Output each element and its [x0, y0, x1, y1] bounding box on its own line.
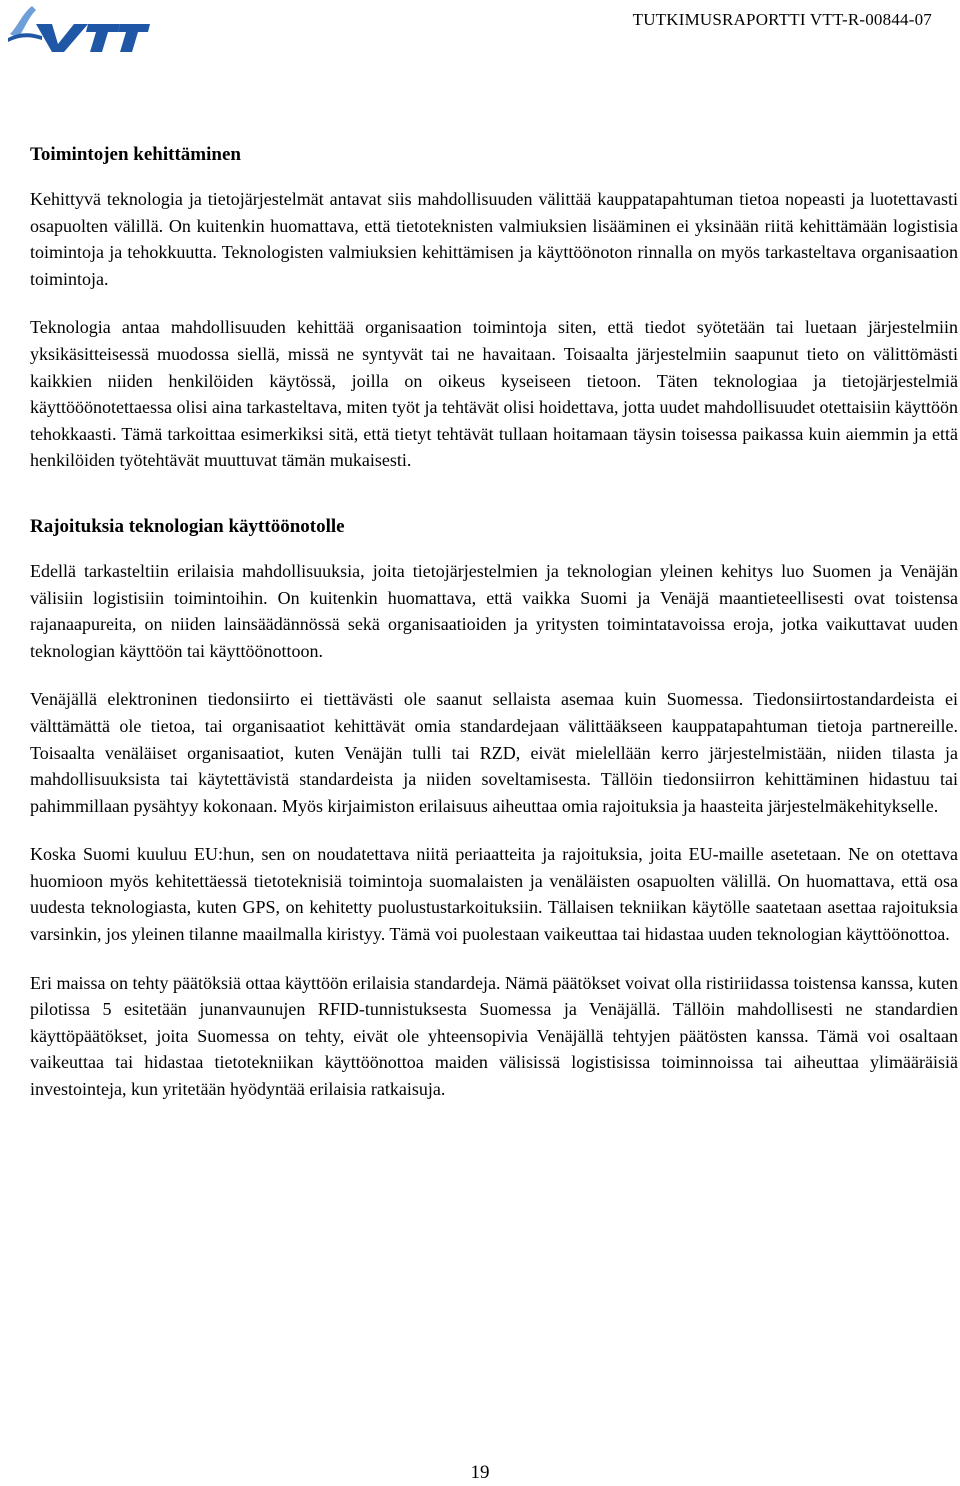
paragraph: Koska Suomi kuuluu EU:hun, sen on noudatettava niitä periaatteita ja rajoituksia, joita EU-maille asetetaan. Ne on otettava huomioon myös kehitettäessä tietoteknisiä toimintoja suomalaisten ja venäläisten osapuolten välillä. On huomattava, että osa uudesta teknologiasta, kuten GPS, on kehitetty puolustustarkoituksiin. Tällaisen tekniikan käytölle saatetaan asettaa rajoituksia varsinkin, jos yleinen tilanne maailmalla kiristyy. Tämä voi puolestaan vaikeuttaa tai hidastaa uuden teknologian käyttöönottoa.: [30, 844, 958, 945]
paragraph: Teknologia antaa mahdollisuuden kehittää organisaation toimintoja siten, että tiedot syötetään tai luetaan järjestelmiin yksikäsitteisessä muodossa siellä, missä ne syntyvät tai ne havaitaan. Toisaalta järjestelmiin saapunut tieto on välittömästi kaikkien niiden henkilöiden käytössä, joilla on oikeus kyseiseen tietoon. Täten teknologiaa ja tietojärjestelmiä käyttööönotettaessa olisi aina tarkasteltava, miten työt ja tehtävät olisi hoidettava, jotta uudet mahdollisuudet otettaisiin käyttöön tehokkaasti. Tämä tarkoittaa esimerkiksi sitä, että tietyt tehtävät tullaan hoitamaan täysin toisessa paikassa kuin aiemmin ja että henkilöiden työtehtävät muuttuvat tämän mukaisesti.: [30, 317, 958, 471]
page-content: [30, 140, 958, 1125]
vtt-logo: [8, 4, 150, 54]
logo-t1: [86, 24, 120, 52]
paragraph: Venäjällä elektroninen tiedonsiirto ei tiettävästi ole saanut sellaista asemaa kuin Suomessa. Tiedonsiirtostandardeista ei välttämättä ole tietoa, tai organisaatiot kehittävät omia standardejaan välittääkseen kauppatapahtuman tietoja partnereille. Toisaalta venäläiset organisaatiot, kuten Venäjän tulli tai RZD, eivät mielellään kerro järjestelmistään, niiden tilasta ja mahdollisuuksista tai käytettävistä standardeista ja niiden soveltamisesta. Tällöin tiedonsiirron kehittäminen hidastuu tai pahimmillaan pysähtyy kokonaan. Myös kirjaimiston erilaisuus aiheuttaa omia rajoituksia ja haasteita järjestelmäkehitykselle.: [30, 689, 958, 816]
paragraph: Eri maissa on tehty päätöksiä ottaa käyttöön erilaisia standardeja. Nämä päätökset voivat olla ristiriidassa toistensa kanssa, kuten pilotissa 5 esitetään junanvaunujen RFID-tunnistuksesta Suomessa ja Venäjällä. Tällöin mahdollisesti ne standardien käyttöpäätökset, joita Suomessa on tehty, eivät ole yhteensopivia Venäjällä tehtyjen päätösten kanssa. Tämä voi osaltaan vaikeuttaa tai hidastaa tietotekniikan käyttöönottoa maiden välisissä logistisissa toiminnoissa tai aiheuttaa ylimääräisiä investointeja, kun yritetään hyödyntää erilaisia ratkaisuja.: [30, 972, 958, 1100]
report-id: TUTKIMUSRAPORTTI VTT-R-00844-07: [632, 10, 932, 29]
paragraph: Kehittyvä teknologia ja tietojärjestelmät antavat siis mahdollisuuden välittää kauppatapahtuman tietoa nopeasti ja luotettavasti osapuolten välillä. On kuitenkin huomattava, että tietoteknisten valmiuksien lisääminen ei yksinään riitä kehittämään logistisia toimintoja ja tehokkuutta. Teknologisten valmiuksien kehittämisen ja käyttöönoton rinnalla on myös tarkasteltava organisaation toimintoja.: [30, 189, 958, 289]
section-heading: Rajoituksia teknologian käyttöönotolle: [30, 515, 345, 537]
logo-swoosh: [10, 6, 36, 38]
paragraph: Edellä tarkasteltiin erilaisia mahdollisuuksia, joita tietojärjestelmien ja teknologian yleinen kehitys luo Suomen ja Venäjän välisiin logistisiin toimintoihin. On kuitenkin huomattava, että vaikka Suomi ja Venäjä maantieteellisesti ovat toistensa rajanaapureita, on niiden lainsäädännössä sekä organisaatioiden ja yritysten toimintatavoissa eroja, jotka vaikuttavat uuden teknologian käyttöön tai käyttöönottoon.: [30, 560, 958, 661]
logo-t2: [118, 24, 150, 52]
logo-v: [36, 24, 88, 52]
section-heading: Toimintojen kehittäminen: [30, 144, 241, 165]
page-number: 19: [470, 1462, 490, 1483]
